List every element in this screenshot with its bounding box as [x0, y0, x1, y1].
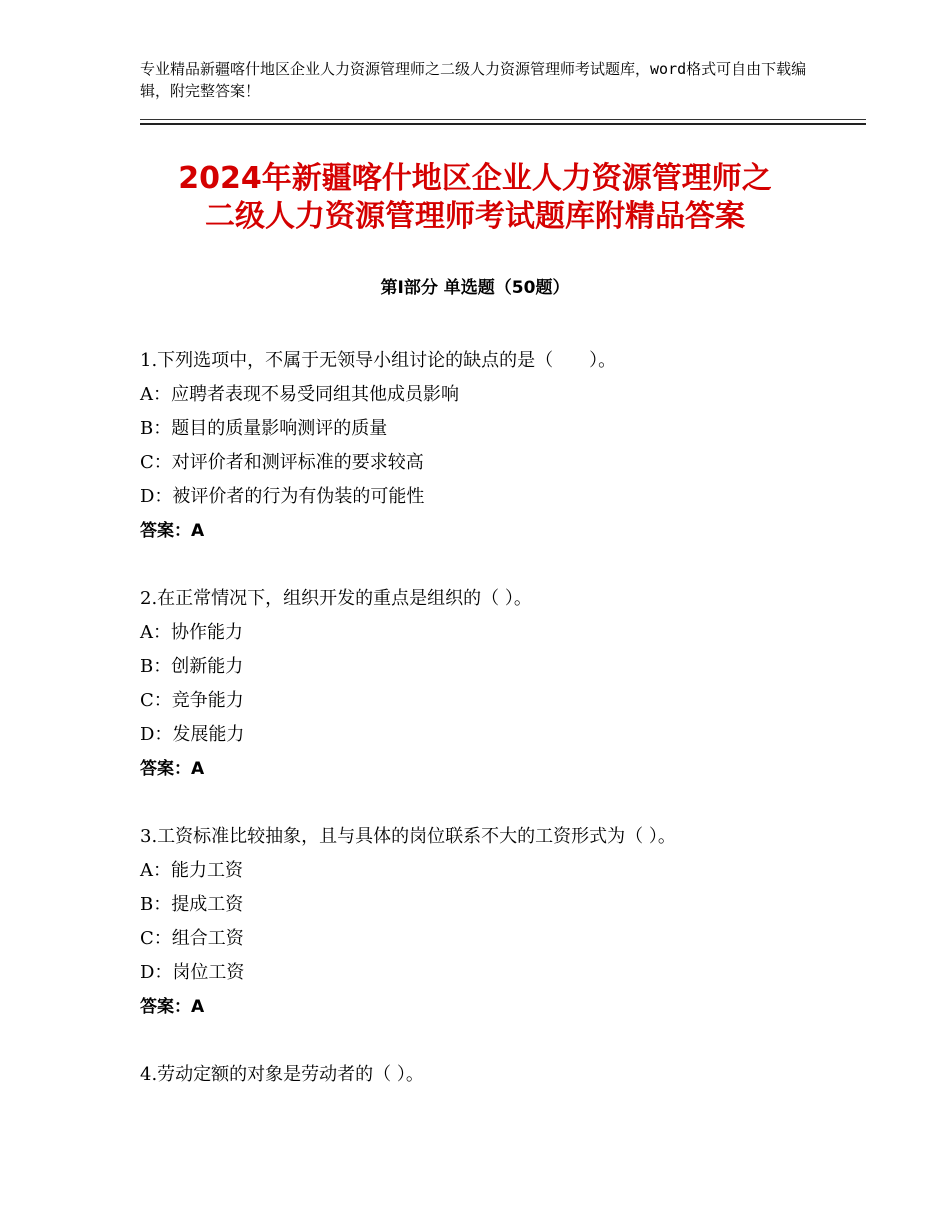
question-stem: 3.工资标准比较抽象，且与具体的岗位联系不大的工资形式为（ ）。: [140, 826, 676, 847]
option-a: A：应聘者表现不易受同组其他成员影响: [140, 384, 459, 405]
question-2: [140, 582, 860, 786]
answer: 答案：A: [140, 759, 205, 779]
title-line-2: 二级人力资源管理师考试题库附精品答案: [205, 199, 745, 234]
question-4: [140, 1058, 860, 1092]
option-b: B：创新能力: [140, 656, 244, 677]
document-title: [100, 160, 850, 236]
question-1: [140, 344, 860, 548]
header-rule-top: [140, 119, 866, 120]
header-rule-bottom: [140, 123, 866, 125]
option-d: D：发展能力: [140, 724, 245, 745]
question-stem: 2.在正常情况下，组织开发的重点是组织的（ ）。: [140, 588, 532, 609]
option-b: B：提成工资: [140, 894, 244, 915]
option-c: C：竞争能力: [140, 690, 244, 711]
section-heading: 第Ⅰ部分 单选题（50题）: [380, 278, 570, 298]
title-line-1: 2024年新疆喀什地区企业人力资源管理师之: [178, 161, 772, 196]
option-b: B：题目的质量影响测评的质量: [140, 418, 388, 439]
option-a: A：能力工资: [140, 860, 243, 881]
answer: 答案：A: [140, 521, 205, 541]
option-d: D：岗位工资: [140, 962, 245, 983]
question-3: [140, 820, 860, 1024]
question-stem: 1.下列选项中，不属于无领导小组讨论的缺点的是（ ）。: [140, 350, 617, 371]
option-d: D：被评价者的行为有伪装的可能性: [140, 486, 425, 507]
option-a: A：协作能力: [140, 622, 243, 643]
option-c: C：组合工资: [140, 928, 244, 949]
answer: 答案：A: [140, 997, 205, 1017]
question-stem: 4.劳动定额的对象是劳动者的（ ）。: [140, 1064, 424, 1085]
header-note: 专业精品新疆喀什地区企业人力资源管理师之二级人力资源管理师考试题库，word格式可自由下载编辑，附完整答案！: [140, 60, 807, 100]
question-list: [140, 344, 860, 1126]
option-c: C：对评价者和测评标准的要求较高: [140, 452, 424, 473]
